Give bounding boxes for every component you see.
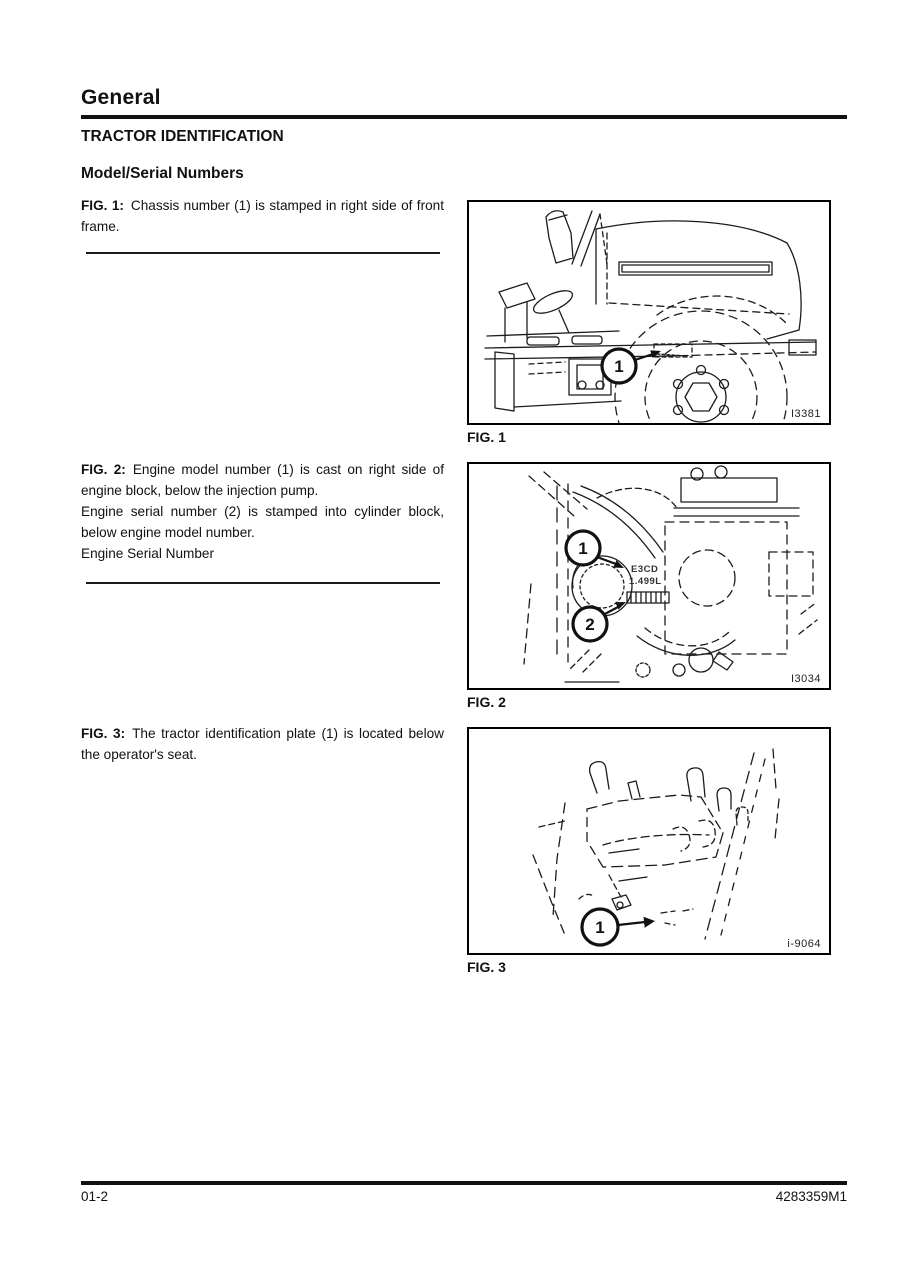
figure-2-caption: FIG. 2	[467, 694, 506, 710]
page-title: General	[81, 86, 161, 109]
seat-line-art	[469, 729, 829, 953]
chassis-number-write-in-line	[86, 252, 440, 254]
engine-displacement-cast-mark: 1.499L	[629, 576, 662, 587]
engine-model-cast-mark: E3CD	[631, 564, 659, 575]
tractor-line-art	[469, 202, 829, 423]
fig3-ref-label: FIG. 3:	[81, 726, 126, 741]
fig3-text: The tractor identification plate (1) is located below the operator's seat.	[81, 726, 444, 762]
fig2-description-2: Engine serial number (2) is stamped into cylinder block, below engine model number.	[81, 504, 444, 540]
section-heading: TRACTOR IDENTIFICATION	[81, 128, 284, 145]
fig2-text: Engine model number (1) is cast on right side of engine block, below the injection pump.	[81, 462, 445, 498]
image-ref-code: I3034	[790, 673, 821, 685]
fig3-description	[81, 723, 444, 765]
footer-page-number: 01-2	[81, 1189, 109, 1204]
engine-serial-write-in-line	[86, 582, 440, 584]
subsection-heading: Model/Serial Numbers	[81, 165, 244, 182]
figure-3-image	[467, 727, 831, 955]
figure-1-caption: FIG. 1	[467, 429, 506, 445]
fig2-description	[81, 459, 444, 501]
svg-text:1: 1	[614, 357, 624, 376]
engine-line-art	[469, 464, 829, 688]
footer-rule	[81, 1181, 847, 1185]
engine-serial-number-label: Engine Serial Number	[81, 546, 214, 561]
fig2-ref-label: FIG. 2:	[81, 462, 126, 477]
svg-text:2: 2	[585, 615, 595, 634]
fig3-callout-1	[582, 909, 655, 945]
figure-1-image	[467, 200, 831, 425]
footer-publication-number: 4283359M1	[775, 1189, 847, 1204]
fig1-description	[81, 195, 444, 237]
fig1-ref-label: FIG. 1:	[81, 198, 124, 213]
fig2-callout-1	[566, 531, 624, 568]
fig1-text: Chassis number (1) is stamped in right side of front frame.	[81, 198, 445, 234]
fig1-callout-1	[602, 349, 661, 383]
svg-text:1: 1	[578, 539, 588, 558]
heading-rule	[81, 115, 847, 119]
svg-text:1: 1	[595, 918, 605, 937]
figure-2-image	[467, 462, 831, 690]
image-ref-code: i-9064	[787, 938, 821, 950]
figure-3-caption: FIG. 3	[467, 959, 506, 975]
image-ref-code: I3381	[790, 408, 821, 420]
